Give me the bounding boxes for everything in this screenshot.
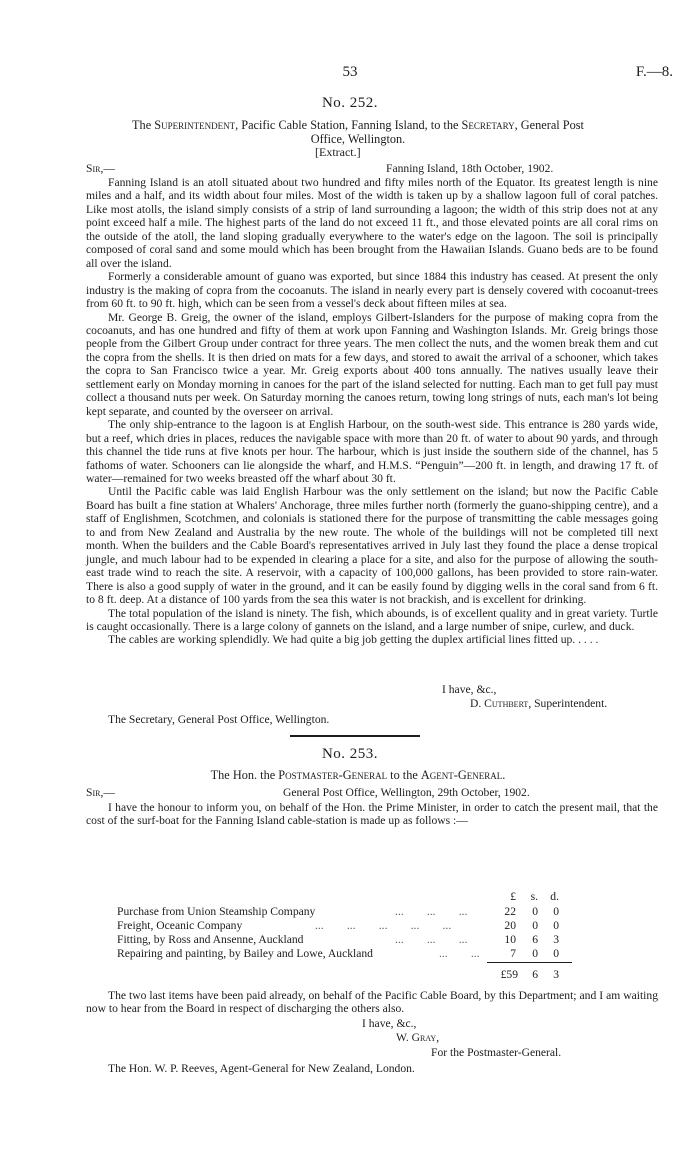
paragraph-population: The total population of the island is ninety. The fish, which abounds, is of excellent quality and in great variety. Turtle is caught occasionally. There is a large colony of gannets on the island, and a large number of snipe, curlew, and duck. <box>86 606 658 633</box>
title-text: Office, Wellington. <box>310 132 406 146</box>
cost-pence: 0 <box>553 947 559 960</box>
title-sender: Superintendent <box>154 118 236 132</box>
signature-title: , Superintendent. <box>528 697 608 710</box>
cost-pence: 3 <box>553 933 559 946</box>
cost-pounds: 22 <box>504 905 516 918</box>
header-pence: d. <box>550 890 559 903</box>
letter-252-title <box>88 118 628 146</box>
total-shillings: 6 <box>532 968 538 981</box>
cost-shillings: 0 <box>532 905 538 918</box>
letter-252-number: No. 252. <box>321 95 379 111</box>
letter-252-closing: I have, &c., <box>442 683 497 696</box>
title-text: to the <box>387 768 421 782</box>
title-text: The Hon. the <box>210 768 279 782</box>
leader-dots: ... ... <box>439 947 480 960</box>
letter-253-salutation: Sir,— <box>86 786 115 799</box>
title-recipient: Secretary <box>461 118 515 132</box>
letter-253-number: No. 253. <box>321 746 379 762</box>
section-divider <box>290 735 420 737</box>
total-rule <box>487 962 572 963</box>
paragraph-cables: The cables are working splendidly. We had quite a big job getting the duplex artificial lines fitted up. . . . . <box>108 633 599 647</box>
cost-label: Repairing and painting, by Bailey and Lowe, Auckland <box>117 947 373 960</box>
page-number: 53 <box>342 64 358 80</box>
leader-dots: ... ... ... ... ... <box>315 919 452 932</box>
cost-pence: 0 <box>553 905 559 918</box>
paragraph-copra: Mr. George B. Greig, the owner of the island, employs Gilbert-Islanders for the purpose of making copra from the cocoanuts, and has one hundred and fifty of them at work upon Fanning and Washington Islands. Mr. Greig brings those people from the Gilbert Group under contract for three years. The men collect the nuts, and the women break them and cut the copra from the shells. It is then dried on mats for a few days, and stored to await the arrival of a schooner, which takes the copra to San Francisco twice a year. Mr. Greig exports about 400 tons annually. The natives usually leave their settlement early on Monday morning in canoes for the part of the island selected for nutting. Each man to get full pay must collect a thousand nuts per week. On Saturday morning the canoes return, towing long strings of nuts, each man's lot being kept separate, and counted by the overseer on arrival. <box>86 310 658 418</box>
letter-253-signature-for: For the Postmaster-General. <box>431 1046 562 1059</box>
letter-253-place-date: General Post Office, Wellington, 29th October, 1902. <box>283 786 530 799</box>
cost-label: Fitting, by Ross and Ansenne, Auckland <box>117 933 304 946</box>
title-text: . <box>502 768 506 782</box>
letter-252-addressee: The Secretary, General Post Office, Wellington. <box>108 713 330 726</box>
letter-253-closing: I have, &c., <box>362 1017 417 1030</box>
paragraph-cable-station: Until the Pacific cable was laid English Harbour was the only settlement on the island; but now the Pacific Cable Board has built a fine station at Whalers' Anchorage, three miles further north (formerly the guano-shipping centre), and a staff of Englishmen, Scotchmen, and colonials is stationed there for the purpose of transmitting the cable messages going to and from New Zealand and Australia by the new route. The whole of the buildings will not be completed till next month. When the builders and the Cable Board's representatives arrived in July last they found the place a dense tropical jungle, and much labour had to be expended in clearing a place for a site, and also for the purpose of allowing the south-east trade wind to reach the site. A reservoir, with a capacity of 100,000 gallons, has been provided to store rain-water. There is also a good supply of water in the ground, and it can be easily found by digging wells in the coral sand from 6 ft. to 8 ft. deep. At a distance of 100 yards from the sea this water is not brackish, and is excellent for drinking. <box>86 485 658 607</box>
letter-252-signature <box>470 697 607 710</box>
cost-label: Purchase from Union Steamship Company <box>117 905 316 918</box>
letter-253-signature-name: W. Gray, <box>396 1031 440 1044</box>
header-pounds: £ <box>510 890 516 903</box>
document-reference: F.—8. <box>635 64 673 80</box>
title-text: The <box>132 118 155 132</box>
cost-shillings: 0 <box>532 919 538 932</box>
paragraph-harbour: The only ship-entrance to the lagoon is at English Harbour, on the south-west side. This entrance is 280 yards wide, but a reef, which dries in places, reduces the navigable space with more than 20 ft. of water to about 90 yards, and through this channel the tide runs at five knots per hour. The harbour, which is just inside the southern side of the channel, has 5 fathoms of water. Schooners can lie alongside the wharf, and H.M.S. “Penguin”—200 ft. in length, and drawing 17 ft. of water—remained for two weeks breasted off the wharf about 30 ft. <box>86 418 658 485</box>
cost-shillings: 6 <box>532 933 538 946</box>
cost-pence: 0 <box>553 919 559 932</box>
cost-pounds: 10 <box>504 933 516 946</box>
total-pounds: £59 <box>500 968 518 981</box>
letter-252-salutation: Sir,— <box>86 162 115 175</box>
cost-label: Freight, Oceanic Company <box>117 919 243 932</box>
cost-pounds: 7 <box>510 947 516 960</box>
letter-253-conclusion <box>86 989 658 1016</box>
total-pence: 3 <box>553 968 559 981</box>
title-text: , Pacific Cable Station, Fanning Island, to the <box>235 118 462 132</box>
paragraph-intro: I have the honour to inform you, on behalf of the Hon. the Prime Minister, in order to catch the present mail, that the cost of the surf-boat for the Fanning Island cable-station is made up as follows :— <box>86 801 658 828</box>
letter-253-title <box>88 768 628 782</box>
cost-shillings: 0 <box>532 947 538 960</box>
letter-252-place-date: Fanning Island, 18th October, 1902. <box>386 162 554 175</box>
letter-253-addressee: The Hon. W. P. Reeves, Agent-General for New Zealand, London. <box>108 1062 415 1075</box>
paragraph-geography: Fanning Island is an atoll situated about two hundred and fifty miles north of the Equator. Its greatest length is nine miles and a half, and its width about four miles. Most of the width is taken up by a shallow lagoon full of coral patches. Like most atolls, the island simply consists of a strip of land surrounding a lagoon; the width of this strip does not at any point exceed half a mile. The highest parts of the land do not exceed 11 ft., and those elevated points are all coral rims on the outside of the atoll, the land sloping gradually everywhere to the water's edge on the lagoon. The soil is principally composed of coral sand and some mould which has been brought from the Hawaiian Islands. Guano beds are to be found all over the island. <box>86 176 658 270</box>
title-recipient: Agent-General <box>420 768 503 782</box>
signature-name: D. Cuthbert <box>470 697 529 710</box>
title-text: , General Post <box>514 118 584 132</box>
extract-label: [Extract.] <box>315 145 361 159</box>
letter-252-body <box>86 176 658 647</box>
paragraph-conclusion: The two last items have been paid already, on behalf of the Pacific Cable Board, by this Department; and I am waiting now to hear from the Board in respect of discharging the others also. <box>86 989 658 1016</box>
leader-dots: ... ... ... <box>395 905 468 918</box>
cost-pounds: 20 <box>504 919 516 932</box>
leader-dots: ... ... ... <box>395 933 468 946</box>
title-sender: Postmaster-General <box>278 768 388 782</box>
paragraph-industry: Formerly a considerable amount of guano was exported, but since 1884 this industry has ceased. At present the only industry is the making of copra from the cocoanuts. The island in nearly every part is densely covered with cocoanut-trees from 60 ft. to 90 ft. high, which can be seen from a vessel's deck about fifteen miles at sea. <box>86 270 658 311</box>
letter-253-intro <box>86 801 658 828</box>
header-shillings: s. <box>530 890 538 903</box>
